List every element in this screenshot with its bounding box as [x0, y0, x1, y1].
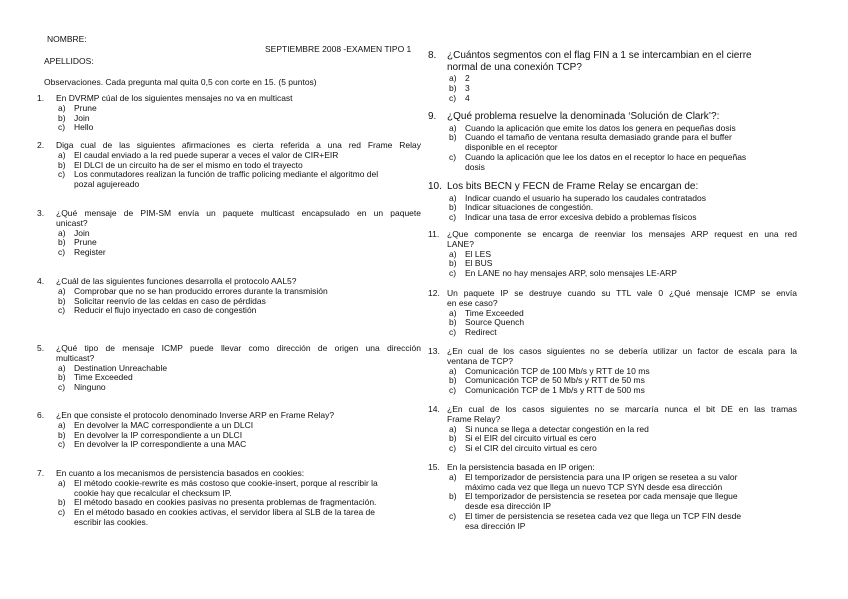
question-text: Frame Relay? — [447, 413, 501, 424]
question-number: 13. — [428, 346, 440, 356]
option-text: Prune — [74, 237, 97, 248]
nombre-label: NOMBRE: — [47, 34, 87, 44]
question-text: En cuanto a los mecanismos de persistencia basados en cookies: — [56, 468, 305, 478]
option-letter: c) — [449, 212, 457, 223]
option-text: desde esa dirección IP — [465, 501, 551, 512]
option-text: escribir las cookies. — [74, 517, 149, 527]
option-letter: b) — [58, 237, 66, 248]
option-letter: b) — [449, 491, 457, 502]
option-text: El timer de persistencia se resetea cada vez que llega un TCP FIN desde — [465, 511, 742, 521]
option-text: El método cookie-rewrite es más costoso que cookie-insert, porque al rescribir la — [74, 477, 378, 488]
option-letter: c) — [58, 439, 66, 450]
option-text: Join — [74, 227, 90, 238]
option-letter: b) — [58, 112, 66, 123]
option-letter: a) — [58, 149, 66, 160]
question-number: 8. — [428, 50, 437, 61]
option-text: Indicar situaciones de congestión. — [465, 202, 594, 213]
option-text: Solicitar reenvío de las celdas en caso de pérdidas — [74, 295, 266, 306]
option-text: Redirect — [465, 327, 497, 338]
question-text: LANE? — [447, 238, 474, 249]
option-text: El LES — [465, 248, 491, 259]
option-text: Time Exceeded — [465, 307, 524, 318]
question-number: 9. — [428, 111, 437, 122]
option-text: Comunicación TCP de 100 Mb/s y RTT de 10 ms — [465, 365, 650, 376]
question-text: ¿Cuántos segmentos con el flag FIN a 1 se intercambian en el cierre — [447, 50, 752, 61]
option-letter: c) — [58, 247, 66, 258]
option-text: En devolver la IP correspondiente a un DLCI — [74, 429, 243, 440]
option-text: En devolver la MAC correspondiente a un DLCI — [74, 419, 254, 430]
option-letter: c) — [449, 327, 457, 338]
option-letter: a) — [58, 102, 66, 113]
option-letter: b) — [58, 372, 66, 383]
option-letter: a) — [58, 419, 66, 430]
option-text: disponible en el receptor — [465, 142, 558, 153]
option-letter: b) — [449, 132, 457, 143]
option-text: 4 — [465, 92, 470, 103]
option-letter: b) — [449, 82, 457, 93]
option-letter: b) — [449, 375, 457, 386]
option-text: El temporizador de persistencia para una IP origen se resetea a su valor — [465, 471, 738, 482]
option-letter: a) — [449, 192, 457, 203]
option-letter: c) — [58, 122, 66, 133]
question-text: ¿Cuál de las siguientes funciones desarrolla el protocolo AAL5? — [56, 276, 297, 286]
option-letter: b) — [58, 429, 66, 440]
question-number: 1. — [37, 93, 45, 103]
question-text: Un paquete IP se destruye cuando su TTL vale 0 ¿Qué mensaje ICMP se envía — [447, 288, 797, 298]
option-letter: c) — [449, 443, 457, 454]
option-text: En el método basado en cookies activas, el servidor libera al SLB de la tarea de — [74, 507, 375, 518]
question-number: 7. — [37, 468, 45, 478]
option-letter: b) — [58, 159, 66, 170]
question-text: multicast? — [56, 352, 95, 363]
question-number: 10. — [428, 181, 442, 192]
option-letter: a) — [449, 73, 457, 83]
option-text: Ninguno — [74, 382, 106, 393]
option-letter: a) — [449, 307, 457, 318]
option-text: Reducir el flujo inyectado en caso de congestión — [74, 305, 257, 316]
option-text: Si el CIR del circuito virtual es cero — [465, 443, 597, 454]
option-text: Register — [74, 247, 106, 258]
option-text: Time Exceeded — [74, 372, 133, 383]
option-text: Source Quench — [465, 317, 525, 328]
apellidos-label: APELLIDOS: — [44, 56, 94, 66]
option-text: esa dirección IP — [465, 520, 526, 531]
option-text: Los conmutadores realizan la función de traffic policing mediante el algoritmo del — [74, 169, 379, 180]
question-number: 11. — [428, 229, 440, 239]
option-letter: a) — [449, 122, 457, 133]
question-text: ¿Que componente se encarga de reenviar los mensajes ARP request en una red — [447, 229, 797, 239]
question-number: 12. — [428, 288, 440, 298]
option-letter: a) — [449, 423, 457, 434]
question-text: En DVRMP cúal de los siguientes mensajes no va en multicast — [56, 93, 293, 103]
question-number: 6. — [37, 410, 45, 420]
option-letter: c) — [449, 511, 457, 521]
option-letter: c) — [58, 382, 66, 393]
observaciones-text: Observaciones. Cada pregunta mal quita 0,5 con corte en 15. (5 puntos) — [44, 77, 317, 87]
option-letter: c) — [449, 385, 457, 396]
option-letter: b) — [58, 497, 66, 508]
option-letter: b) — [58, 295, 66, 306]
option-text: Destination Unreachable — [74, 362, 168, 373]
question-text: normal de una conexión TCP? — [447, 61, 582, 73]
question-number: 5. — [37, 343, 45, 353]
option-text: 2 — [465, 73, 470, 83]
option-text: Si el EIR del circuito virtual es cero — [465, 433, 597, 444]
option-text: Prune — [74, 102, 97, 113]
option-text: Join — [74, 112, 90, 123]
question-number: 2. — [37, 140, 45, 150]
option-text: dosis — [465, 161, 485, 172]
option-letter: c) — [58, 305, 66, 316]
option-text: En LANE no hay mensajes ARP, solo mensajes LE-ARP — [465, 268, 677, 279]
option-text: máximo cada vez que llega un nuevo TCP SYN desde esa dirección — [465, 481, 723, 492]
option-letter: a) — [58, 477, 66, 488]
question-text: en ese caso? — [447, 297, 498, 308]
option-text: pozal agujereado — [74, 179, 140, 190]
option-text: Indicar cuando el usuario ha superado los caudales contratados — [465, 192, 706, 203]
question-number: 15. — [428, 462, 440, 472]
option-letter: b) — [449, 433, 457, 444]
question-text: ¿Qué mensaje de PIM-SM envía un paquete multicast encapsulado en un paquete — [56, 208, 421, 218]
question-text: ¿En cual de los casos siguientes no se marcaría nunca el bit DE en las tramas — [447, 404, 797, 414]
option-text: El BUS — [465, 258, 493, 269]
option-text: Si nunca se llega a detectar congestión en la red — [465, 423, 649, 434]
option-letter: a) — [58, 362, 66, 373]
option-text: Cuando el tamaño de ventana resulta demasiado grande para el buffer — [465, 132, 732, 143]
question-text: Diga cual de las siguientes afirmaciones es cierta referida a una red Frame Relay — [56, 140, 421, 150]
option-text: 3 — [465, 82, 470, 93]
question-number: 3. — [37, 208, 45, 218]
option-letter: c) — [449, 268, 457, 279]
exam-title: SEPTIEMBRE 2008 -EXAMEN TIPO 1 — [265, 44, 412, 54]
option-text: Cuando la aplicación que emite los datos los genera en pequeñas dosis — [465, 122, 736, 133]
option-letter: c) — [449, 92, 457, 103]
question-text: ¿Qué tipo de mensaje ICMP puede llevar como dirección de origen una dirección — [56, 343, 421, 353]
option-text: Hello — [74, 122, 94, 133]
option-text: Comunicación TCP de 50 Mb/s y RTT de 50 ms — [465, 375, 645, 386]
option-letter: b) — [449, 317, 457, 328]
option-letter: b) — [449, 258, 457, 269]
option-letter: a) — [449, 248, 457, 259]
question-number: 4. — [37, 276, 45, 286]
option-letter: a) — [58, 227, 66, 238]
option-text: El temporizador de persistencia se resetea por cada mensaje que llegue — [465, 491, 738, 502]
option-letter: c) — [58, 169, 66, 180]
option-text: El método basado en cookies pasivas no presenta problemas de fragmentación. — [74, 497, 377, 508]
option-text: Indicar una tasa de error excesiva debido a problemas físicos — [465, 212, 697, 223]
question-text: ventana de TCP? — [447, 355, 513, 366]
option-letter: b) — [449, 202, 457, 213]
question-text: ¿Qué problema resuelve la denominada ‘Solución de Clark’?: — [447, 111, 720, 122]
question-text: ¿En cual de los casos siguientes no se debería utilizar un factor de escala para la — [447, 346, 797, 356]
option-text: En devolver la IP correspondiente a una MAC — [74, 439, 247, 450]
option-text: Comprobar que no se han producido errores durante la transmisión — [74, 285, 328, 296]
question-text: unicast? — [56, 217, 88, 228]
option-text: cookie hay que recalcular el checksum IP. — [74, 487, 232, 498]
option-letter: c) — [58, 507, 66, 518]
question-number: 14. — [428, 404, 440, 414]
question-text: En la persistencia basada en IP origen: — [447, 462, 595, 472]
option-letter: c) — [449, 151, 457, 162]
option-text: Comunicación TCP de 1 Mb/s y RTT de 500 ms — [465, 385, 645, 396]
question-text: Los bits BECN y FECN de Frame Relay se encargan de: — [447, 181, 699, 192]
question-text: ¿En que consiste el protocolo denominado Inverse ARP en Frame Relay? — [56, 410, 335, 420]
option-text: El caudal enviado a la red puede superar a veces el valor de CIR+EIR — [74, 149, 339, 160]
option-text: Cuando la aplicación que lee los datos en el receptor lo hace en pequeñas — [465, 151, 747, 162]
option-letter: a) — [58, 285, 66, 296]
option-letter: a) — [449, 365, 457, 376]
option-text: El DLCI de un circuito ha de ser el mismo en todo el trayecto — [74, 159, 303, 170]
option-letter: a) — [449, 471, 457, 482]
